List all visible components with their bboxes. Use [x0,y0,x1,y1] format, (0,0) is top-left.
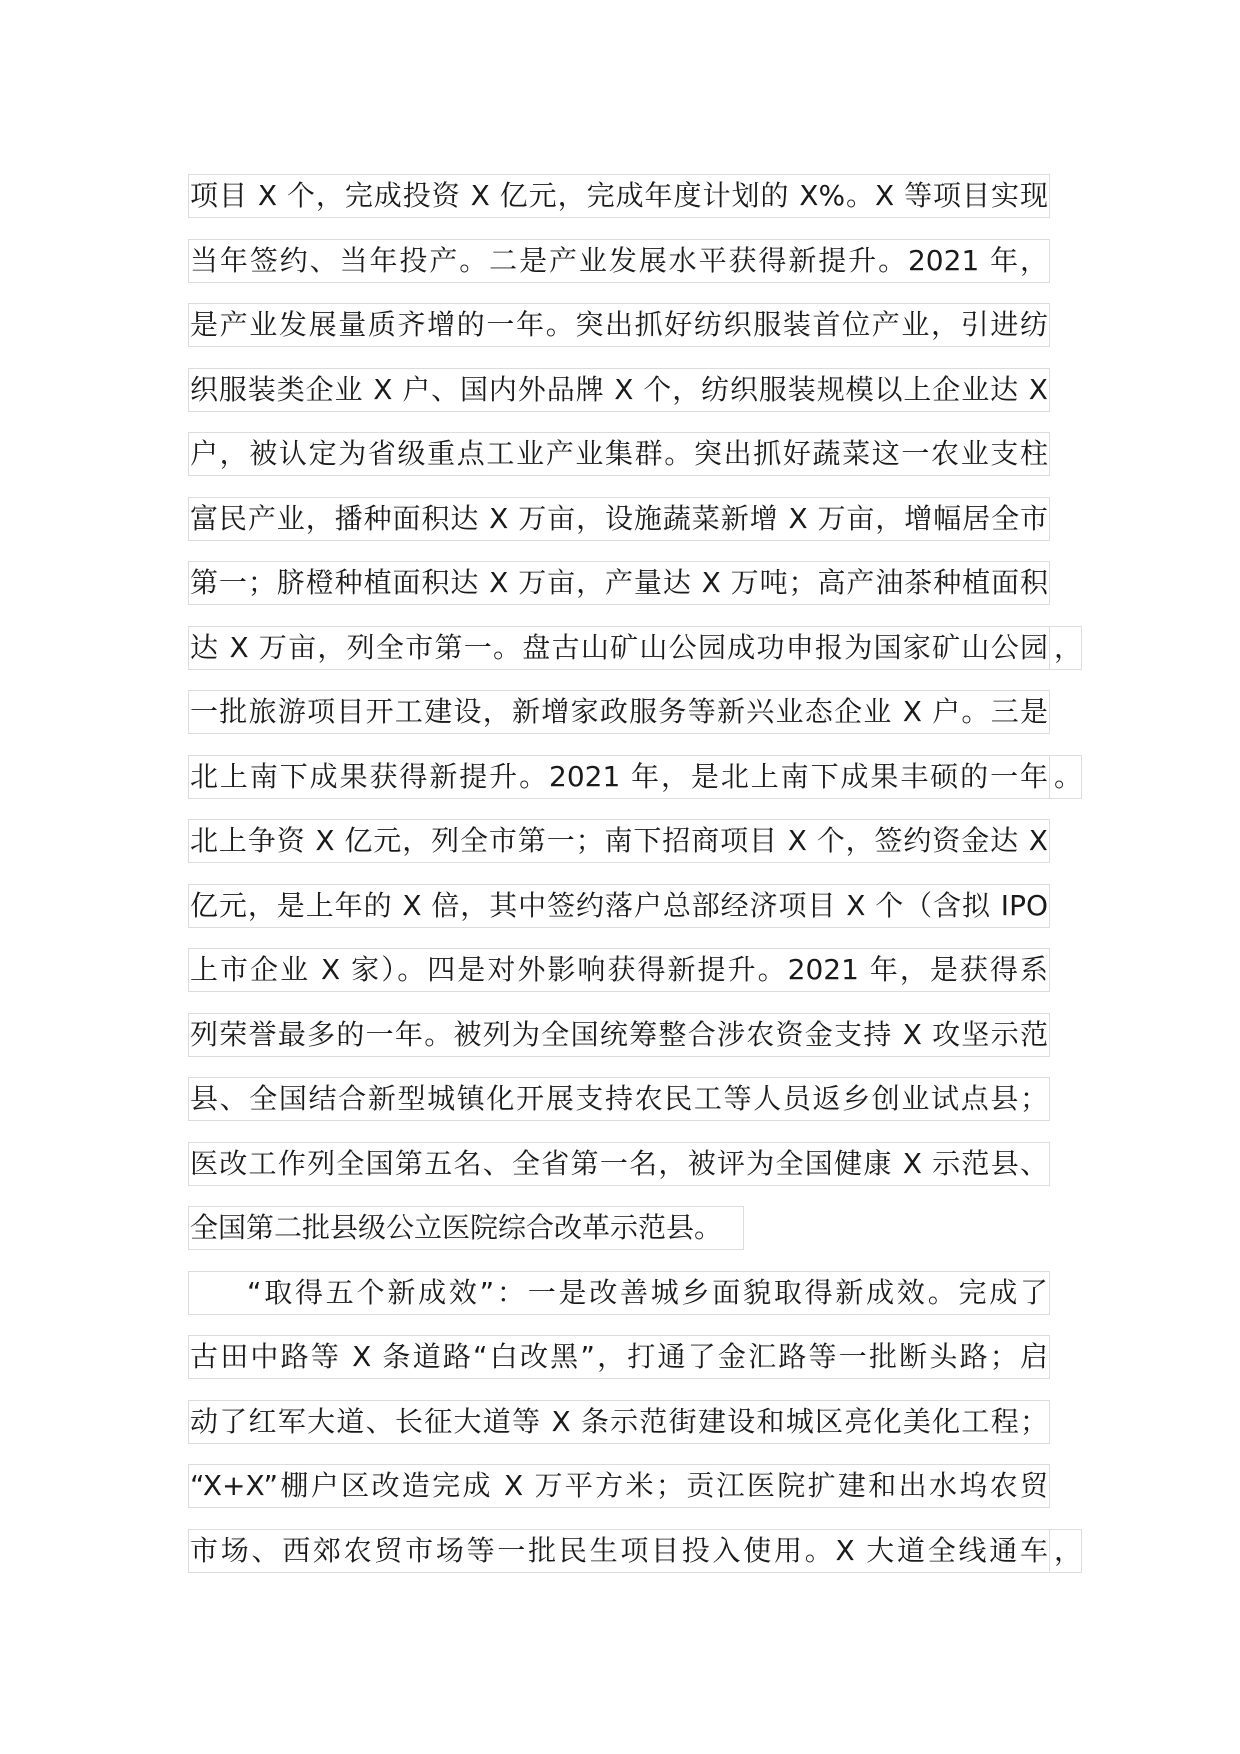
line-text: 是产业发展量质齐增的一年。突出抓好纺织服装首位产业，引进纺 [188,303,1050,347]
line-text: 项目 X 个，完成投资 X 亿元，完成年度计划的 X%。X 等项目实现 [188,174,1050,218]
line-text: 当年签约、当年投产。二是产业发展水平获得新提升。2021 年， [188,239,1050,283]
line-text: 第一；脐橙种植面积达 X 万亩，产量达 X 万吨；高产油茶种植面积 [188,561,1050,605]
document-body [188,170,1088,1589]
text-line [188,1396,1088,1461]
text-line [188,170,1088,235]
line-text: “X+X”棚户区改造完成 X 万平方米；贡江医院扩建和出水坞农贸 [188,1464,1050,1508]
text-line [188,1331,1088,1396]
text-line [188,364,1088,429]
text-line [188,428,1088,493]
text-line [188,880,1088,945]
text-line [188,235,1088,300]
text-line [188,1009,1088,1074]
line-text: 市场、西郊农贸市场等一批民生项目投入使用。X 大道全线通车 [188,1529,1050,1573]
line-text: 达 X 万亩，列全市第一。盘古山矿山公园成功申报为国家矿山公园 [188,626,1050,670]
line-overhang-punctuation: ， [1050,626,1082,670]
line-text: 一批旅游项目开工建设，新增家政服务等新兴业态企业 X 户。三是 [188,690,1050,734]
line-text: 户，被认定为省级重点工业产业集群。突出抓好蔬菜这一农业支柱 [188,432,1050,476]
line-text: 富民产业，播种面积达 X 万亩，设施蔬菜新增 X 万亩，增幅居全市 [188,497,1050,541]
text-line [188,686,1088,751]
line-text: 织服装类企业 X 户、国内外品牌 X 个，纺织服装规模以上企业达 X [188,368,1050,412]
line-text: 列荣誉最多的一年。被列为全国统筹整合涉农资金支持 X 攻坚示范 [188,1013,1050,1057]
line-overhang-punctuation: 。 [1050,755,1082,799]
line-text: 县、全国结合新型城镇化开展支持农民工等人员返乡创业试点县； [188,1077,1050,1121]
text-line [188,1073,1088,1138]
paragraph-first-line: “取得五个新成效”：一是改善城乡面貌取得新成效。完成了 [188,1271,1050,1315]
line-text: 动了红军大道、长征大道等 X 条示范街建设和城区亮化美化工程； [188,1400,1050,1444]
line-text: 北上南下成果获得新提升。2021 年，是北上南下成果丰硕的一年 [188,755,1050,799]
text-line [188,622,1088,687]
text-line [188,1138,1088,1203]
line-text: 上市企业 X 家）。四是对外影响获得新提升。2021 年，是获得系 [188,948,1050,992]
paragraph-last-line: 全国第二批县级公立医院综合改革示范县。 [188,1206,744,1250]
text-line [188,1267,1088,1332]
text-line [188,1460,1088,1525]
text-line [188,1525,1088,1590]
line-text: 古田中路等 X 条道路“白改黑”，打通了金汇路等一批断头路；启 [188,1335,1050,1379]
text-line [188,815,1088,880]
text-line [188,1202,1088,1267]
line-text: 亿元，是上年的 X 倍，其中签约落户总部经济项目 X 个（含拟 IPO [188,884,1050,928]
text-line [188,944,1088,1009]
text-line [188,557,1088,622]
text-line [188,493,1088,558]
text-line [188,751,1088,816]
line-overhang-punctuation: ， [1050,1529,1082,1573]
line-text: 北上争资 X 亿元，列全市第一；南下招商项目 X 个，签约资金达 X [188,819,1050,863]
text-line [188,299,1088,364]
line-text: 医改工作列全国第五名、全省第一名，被评为全国健康 X 示范县、 [188,1142,1050,1186]
